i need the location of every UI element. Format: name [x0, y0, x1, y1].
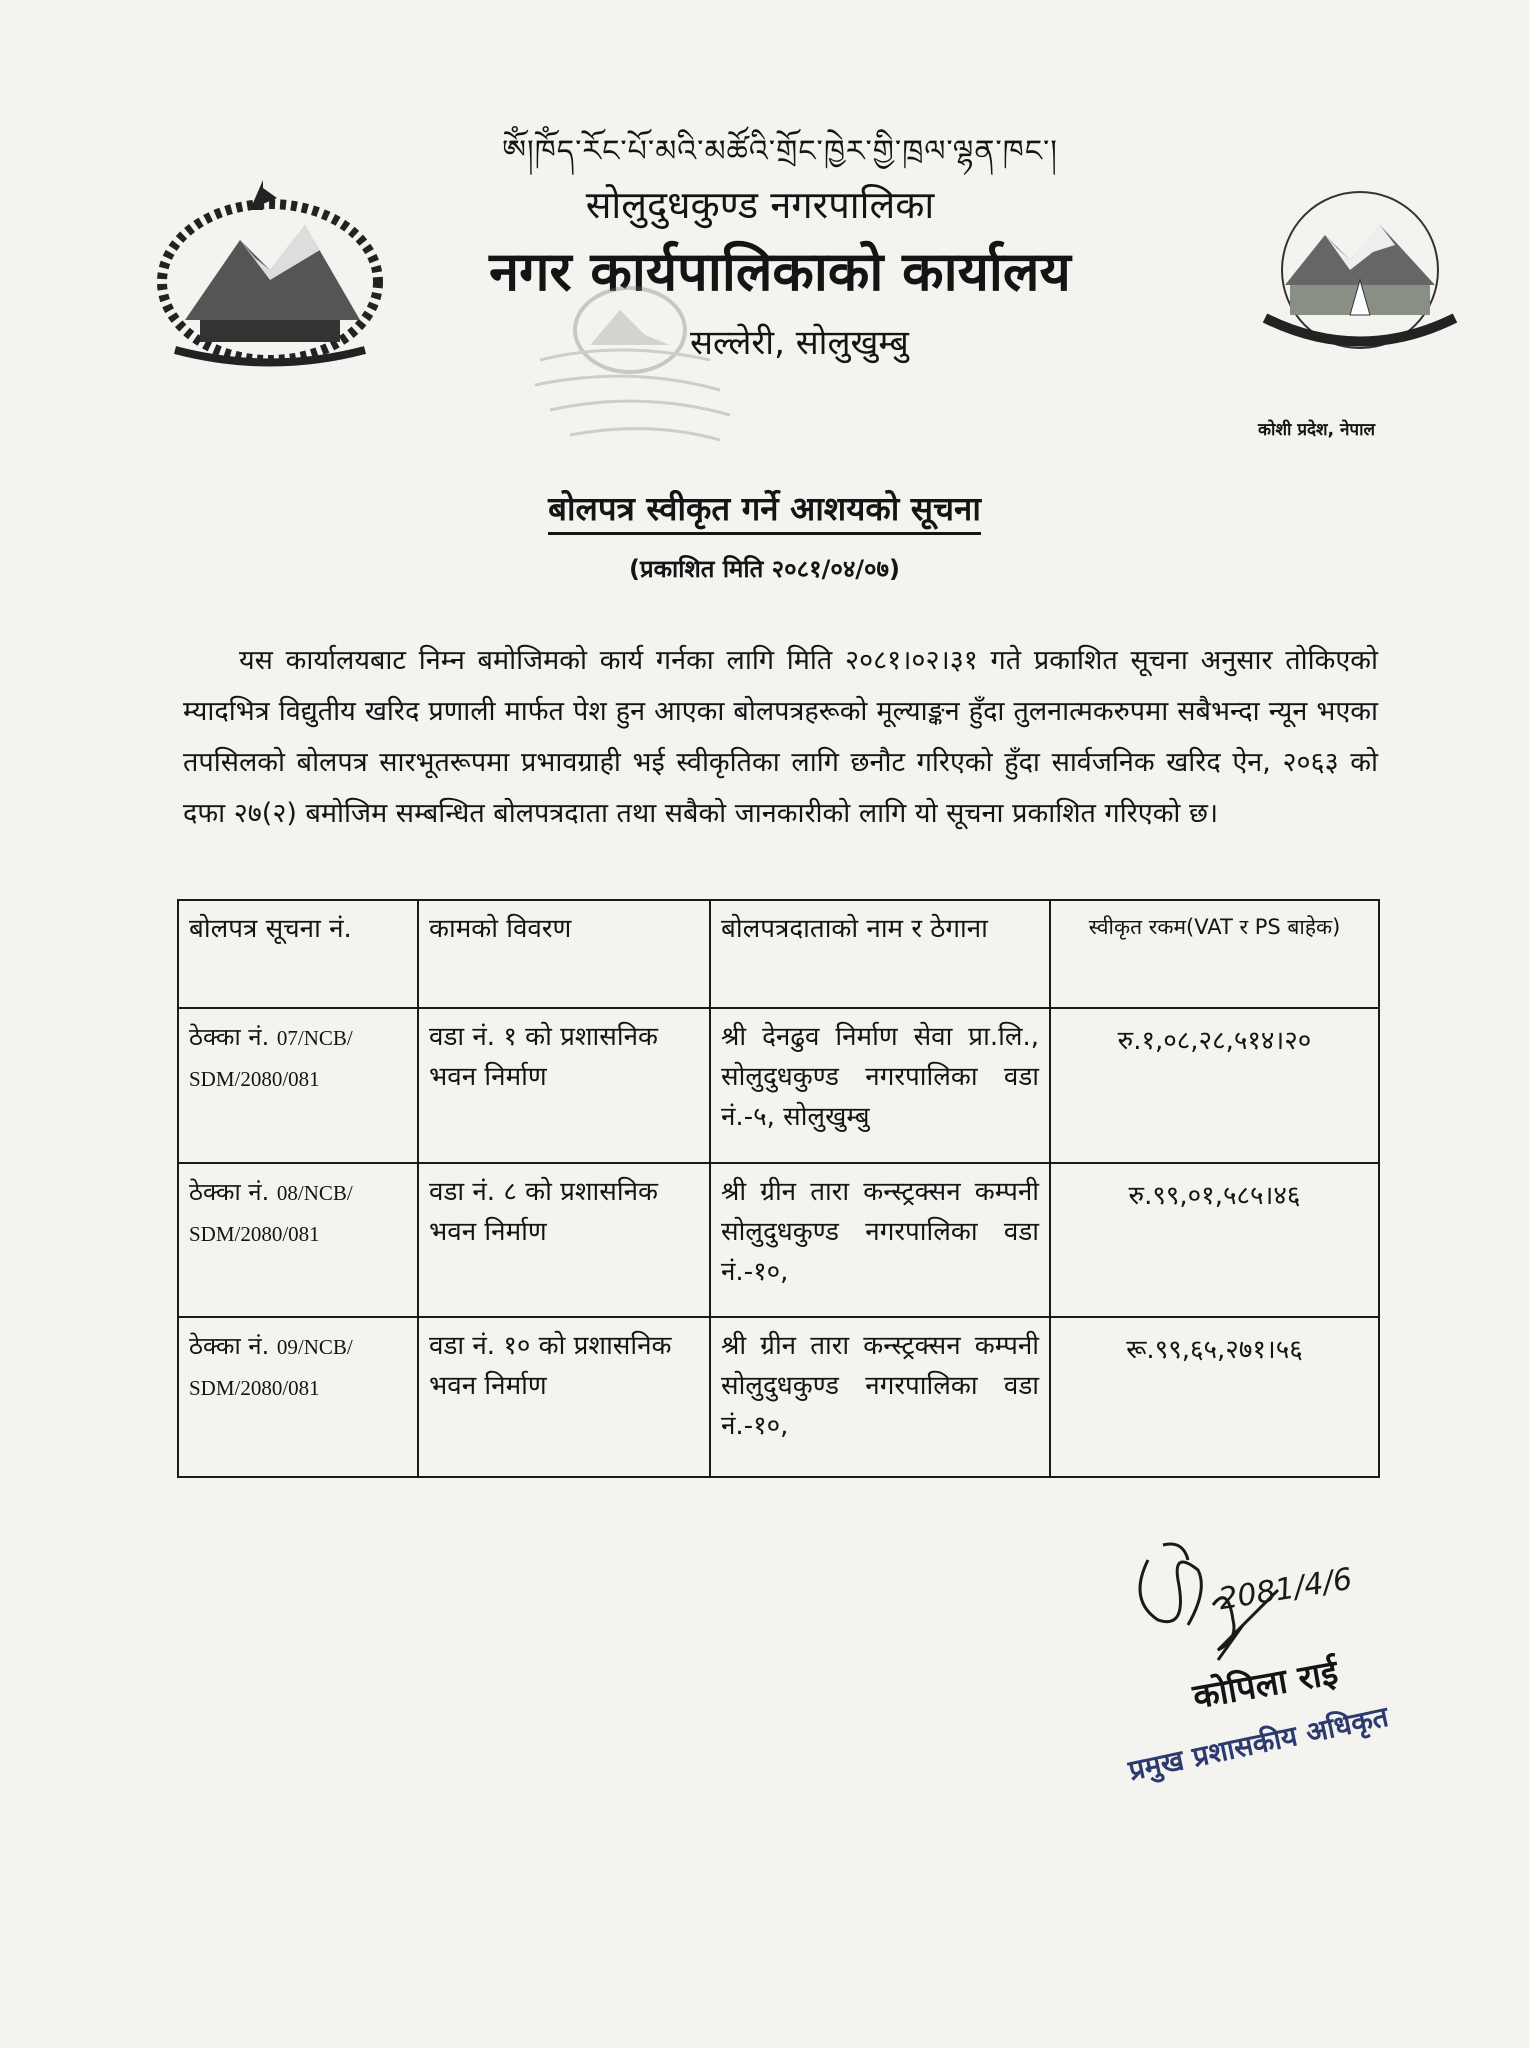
table-row	[178, 1317, 1379, 1477]
signatory-name: कोपिला राई	[1189, 1652, 1341, 1718]
header-ref: बोलपत्र सूचना नं.	[178, 900, 418, 1008]
contract-ref-prefix: ठेक्का नं.	[189, 1178, 270, 1206]
header-bidder: बोलपत्रदाताको नाम र ठेगाना	[710, 900, 1050, 1008]
signatory-designation: प्रमुख प्रशासकीय अधिकृत	[1125, 1699, 1392, 1788]
contract-ref	[178, 1317, 418, 1477]
work-description: वडा नं. १ को प्रशासनिक भवन निर्माण	[418, 1008, 710, 1163]
office-stamp	[520, 280, 770, 470]
municipality-name: सोलुदुधकुण्ड नगरपालिका	[585, 183, 935, 227]
bidder-name-address: श्री ग्रीन तारा कन्स्ट्रक्सन कम्पनी सोलुदुधकुण्ड नगरपालिका वडा नं.-१०,	[710, 1317, 1050, 1477]
bidder-name-address: श्री देनढुव निर्माण सेवा प्रा.लि., सोलुदुधकुण्ड नगरपालिका वडा नं.-५, सोलुखुम्बु	[710, 1008, 1050, 1163]
header-work: कामको विवरण	[418, 900, 710, 1008]
contract-ref-prefix: ठेक्का नं.	[189, 1023, 270, 1051]
signature-date: 2081/4/6	[1216, 1561, 1355, 1618]
office-name: नगर कार्यपालिकाको कार्यालय	[489, 240, 1071, 303]
table-header-row	[178, 900, 1379, 1008]
published-date: (प्रकाशित मिति २०८१/०४/०७)	[628, 555, 900, 583]
bidder-name-address: श्री ग्रीन तारा कन्स्ट्रक्सन कम्पनी सोलुदुधकुण्ड नगरपालिका वडा नं.-१०,	[710, 1163, 1050, 1317]
contract-ref-code: 07/NCB/ SDM/2080/081	[189, 1026, 353, 1091]
header-amount: स्वीकृत रकम(VAT र PS बाहेक)	[1050, 900, 1379, 1008]
work-description: वडा नं. १० को प्रशासनिक भवन निर्माण	[418, 1317, 710, 1477]
table-row	[178, 1163, 1379, 1317]
contract-ref-prefix: ठेक्का नं.	[189, 1332, 270, 1360]
tibetan-title: ཨོཾ།ཁོཾད་རོང་པོ་མའི་མཚོའི་གྲོང་ཁྱེར་གྱི་ཁྲལ་ལྷན་ཁང་།	[502, 134, 1058, 169]
office-address: सल्लेरी, सोलुखुम्बु	[690, 323, 909, 363]
accepted-amount: रू.९९,६५,२७१।५६	[1050, 1317, 1379, 1477]
accepted-amount: रु.१,०८,२८,५१४।२०	[1050, 1008, 1379, 1163]
province-label: कोशी प्रदेश, नेपाल	[1258, 420, 1375, 440]
contract-ref	[178, 1163, 418, 1317]
notice-body: यस कार्यालयबाट निम्न बमोजिमको कार्य गर्नका लागि मिति २०८१।०२।३१ गते प्रकाशित सूचना अनुसार तोकिएको म्यादभित्र विद्युतीय खरिद प्रणाली मार्फत पेश हुन आएका बोलपत्रहरूको मूल्याङ्कन हुँदा तुलनात्मकरुपमा सबैभन्दा न्यून भएका तपसिलको बोलपत्र सारभूतरूपमा प्रभावग्राही भई स्वीकृतिका लागि छनौट गरिएको हुँदा सार्वजनिक खरिद ऐन, २०६३ को दफा २७(२) बमोजिम सम्बन्धित बोलपत्रदाता तथा सबैको जानकारीको लागि यो सूचना प्रकाशित गरिएको छ।	[183, 645, 1378, 829]
contract-ref-code: 09/NCB/ SDM/2080/081	[189, 1335, 353, 1400]
municipality-logo	[1255, 190, 1465, 360]
notice-title-text: बोलपत्र स्वीकृत गर्ने आशयको सूचना	[548, 489, 981, 535]
contract-ref-code: 08/NCB/ SDM/2080/081	[189, 1181, 353, 1246]
contract-ref	[178, 1008, 418, 1163]
work-description: वडा नं. ८ को प्रशासनिक भवन निर्माण	[418, 1163, 710, 1317]
notice-title	[0, 485, 1529, 530]
accepted-amount: रु.९९,०१,५८५।४६	[1050, 1163, 1379, 1317]
accepted-bids-table	[177, 899, 1380, 1478]
nepal-emblem-logo	[145, 170, 395, 370]
table-row	[178, 1008, 1379, 1163]
